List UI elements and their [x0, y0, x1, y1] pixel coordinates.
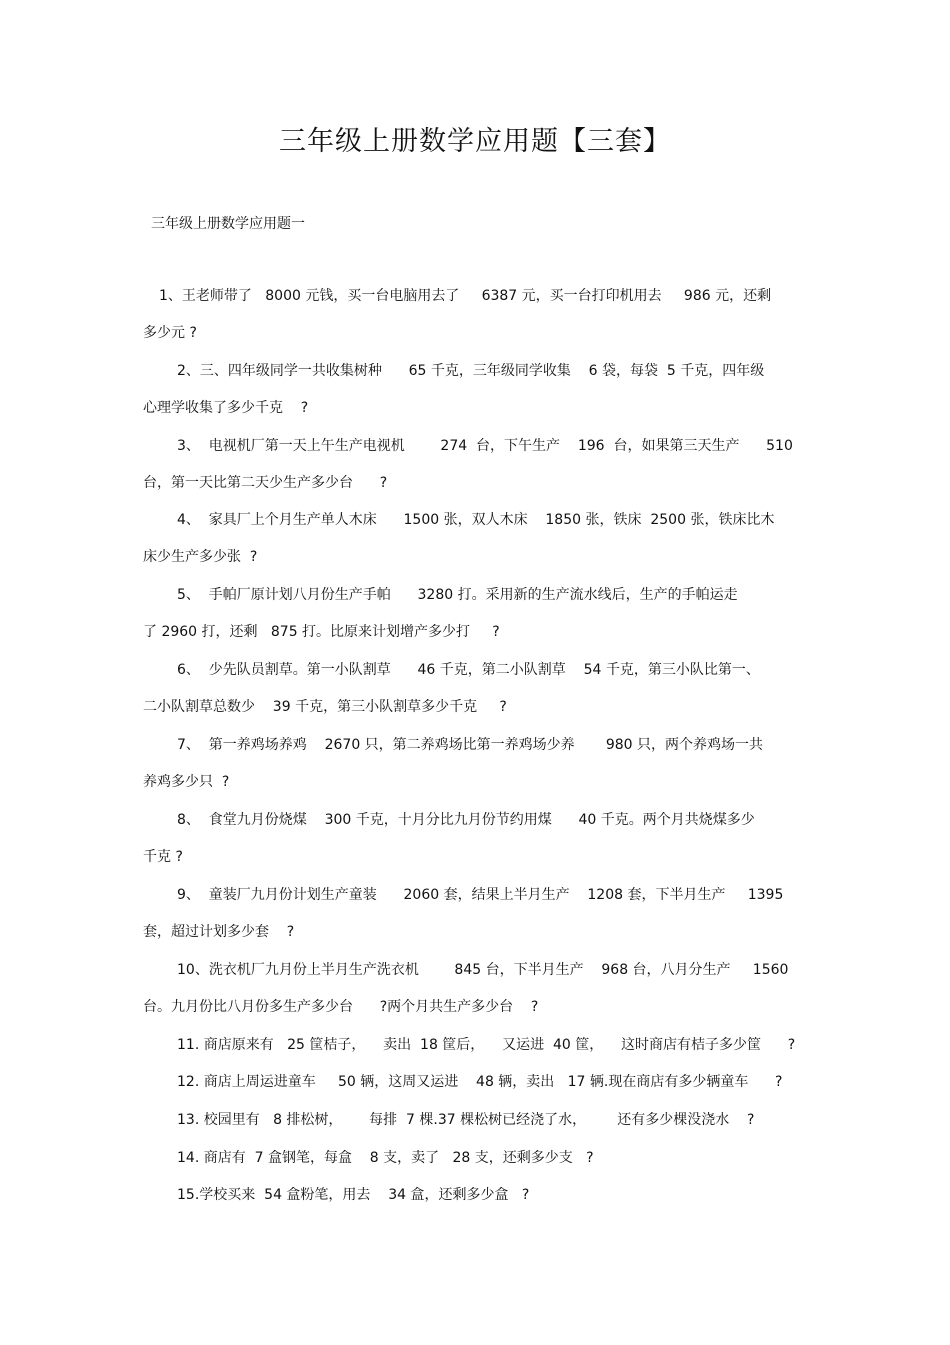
problem-10-line-2: 台。九月份比八月份多生产多少台 ?两个月共生产多少台 ?: [143, 999, 539, 1015]
problem-6-line-2: 二小队割草总数少 39 千克，第三小队割草多少千克 ?: [143, 699, 507, 715]
problem-5-line-1: 5、 手帕厂原计划八月份生产手帕 3280 打。采用新的生产流水线后，生产的手帕运走: [177, 587, 738, 603]
problem-8-line-1: 8、 食堂九月份烧煤 300 千克，十月分比九月份节约用煤 40 千克。两个月共烧煤多少: [177, 812, 755, 828]
problem-3-line-2: 台，第一天比第二天少生产多少台 ?: [143, 475, 388, 491]
problem-1-line-2: 多少元 ?: [143, 325, 197, 341]
problem-14: 14. 商店有 7 盒钢笔，每盒 8 支，卖了 28 支，还剩多少支 ?: [177, 1150, 594, 1166]
problem-2-line-2: 心理学收集了多少千克 ?: [143, 400, 309, 416]
problem-7-line-2: 养鸡多少只 ?: [143, 774, 230, 790]
problem-9-line-1: 9、 童装厂九月份计划生产童装 2060 套，结果上半月生产 1208 套，下半月生产 1395: [177, 887, 784, 903]
problem-6-line-1: 6、 少先队员割草。第一小队割草 46 千克，第二小队割草 54 千克，第三小队比第一、: [177, 662, 760, 678]
problem-11: 11. 商店原来有 25 筐桔子， 卖出 18 筐后， 又运进 40 筐， 这时商店有桔子多少筐 ?: [177, 1037, 796, 1053]
problem-1-line-1: 1、王老师带了 8000 元钱，买一台电脑用去了 6387 元，买一台打印机用去 986 元，还剩: [159, 288, 772, 304]
problem-7-line-1: 7、 第一养鸡场养鸡 2670 只，第二养鸡场比第一养鸡场少养 980 只，两个养鸡场一共: [177, 737, 764, 753]
problem-5-line-2: 了 2960 打，还剩 875 打。比原来计划增产多少打 ?: [143, 624, 500, 640]
problem-13: 13. 校园里有 8 排松树， 每排 7 棵.37 棵松树已经浇了水， 还有多少棵没浇水 ?: [177, 1112, 755, 1128]
problem-10-line-1: 10、洗衣机厂九月份上半月生产洗衣机 845 台，下半月生产 968 台，八月分生产 1560: [177, 962, 789, 978]
problem-15: 15.学校买来 54 盒粉笔，用去 34 盒，还剩多少盒 ?: [177, 1187, 530, 1203]
problem-4-line-2: 床少生产多少张 ?: [143, 549, 258, 565]
problem-9-line-2: 套，超过计划多少套 ?: [143, 924, 295, 940]
section-title: 三年级上册数学应用题一: [151, 216, 305, 232]
problem-3-line-1: 3、 电视机厂第一天上午生产电视机 274 台，下午生产 196 台，如果第三天生产 510: [177, 438, 793, 454]
problem-8-line-2: 千克 ?: [143, 849, 183, 865]
problem-4-line-1: 4、 家具厂上个月生产单人木床 1500 张，双人木床 1850 张，铁床 2500 张，铁床比木: [177, 512, 775, 528]
problem-2-line-1: 2、三、四年级同学一共收集树种 65 千克，三年级同学收集 6 袋，每袋 5 千克，四年级: [177, 363, 765, 379]
document-title: 三年级上册数学应用题【三套】: [279, 126, 671, 157]
problem-12: 12. 商店上周运进童车 50 辆，这周又运进 48 辆，卖出 17 辆.现在商店有多少辆童车 ?: [177, 1074, 783, 1090]
